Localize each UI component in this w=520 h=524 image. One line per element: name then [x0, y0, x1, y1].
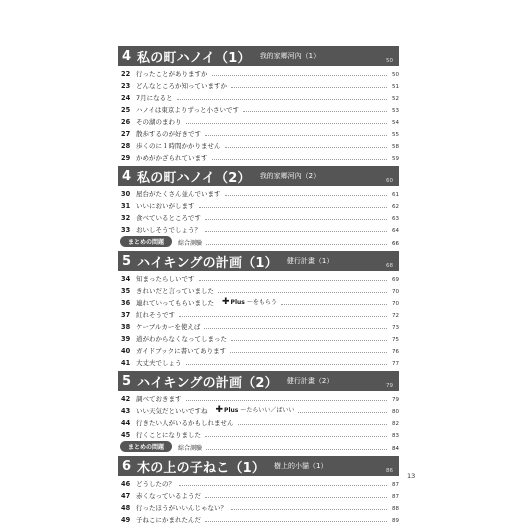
lesson-row[interactable] — [118, 66, 399, 78]
review-page: 66 — [392, 241, 399, 247]
lesson-number: 28 — [121, 142, 131, 150]
lesson-title: かめがかざられています — [136, 154, 208, 162]
lesson-title: 調べておきます — [136, 395, 182, 403]
dot-leader — [206, 244, 387, 245]
lesson-page: 53 — [392, 108, 399, 114]
lesson-number: 48 — [121, 504, 131, 512]
lesson-row[interactable] — [118, 90, 399, 102]
lesson-row[interactable] — [118, 307, 399, 319]
dot-leader — [231, 87, 387, 88]
lesson-number: 39 — [121, 335, 131, 343]
lesson-page: 58 — [392, 144, 399, 150]
lesson-number: 46 — [121, 480, 131, 488]
lesson-title: きれいだと言っていました — [136, 287, 214, 295]
lesson-page: 52 — [392, 96, 399, 102]
lesson-row[interactable] — [118, 427, 399, 439]
lesson-row[interactable] — [118, 283, 399, 295]
lesson-title: 歩くのに１時間かかりません — [136, 142, 221, 150]
lesson-number: 30 — [121, 190, 131, 198]
lesson-page: 50 — [392, 72, 399, 78]
lesson-page: 70 — [392, 289, 399, 295]
dot-leader — [212, 159, 388, 160]
unit-number: 4 — [122, 48, 132, 64]
lesson-number: 44 — [121, 419, 131, 427]
unit-page: 50 — [386, 58, 393, 64]
lesson-title: 行ったほうがいいんじゃない？ — [136, 504, 227, 512]
dot-leader — [218, 292, 387, 293]
lesson-row[interactable] — [118, 150, 399, 162]
dot-leader — [186, 123, 388, 124]
dot-leader — [179, 485, 387, 486]
lesson-title: 紅れそうです — [136, 311, 175, 319]
page-number: 13 — [407, 472, 416, 480]
unit-page: 79 — [386, 383, 393, 389]
lesson-page: 83 — [392, 433, 399, 439]
lesson-number: 47 — [121, 492, 131, 500]
lesson-number: 38 — [121, 323, 131, 331]
lesson-page: 61 — [392, 192, 399, 198]
lesson-title: おいしそうでしょう？ — [136, 226, 201, 234]
unit-page: 86 — [386, 468, 393, 474]
unit-header[interactable] — [118, 166, 399, 186]
lesson-page: 76 — [392, 349, 399, 355]
unit-page: 60 — [386, 178, 393, 184]
lesson-row[interactable] — [118, 415, 399, 427]
dot-leader — [281, 304, 387, 305]
plus-label: Plus — [230, 299, 245, 306]
lesson-row[interactable] — [118, 295, 399, 307]
lesson-title: 連れていってもらいました — [136, 299, 214, 307]
lesson-number: 45 — [121, 431, 131, 439]
unit-number: 6 — [122, 458, 132, 474]
unit-number: 5 — [122, 253, 132, 269]
dot-leader — [186, 400, 388, 401]
dot-leader — [243, 111, 387, 112]
lesson-row[interactable] — [118, 102, 399, 114]
lesson-row[interactable] — [118, 391, 399, 403]
lesson-row[interactable] — [118, 319, 399, 331]
lesson-title: ケーブルカーを使えば — [136, 323, 201, 331]
lesson-number: 35 — [121, 287, 131, 295]
dot-leader — [177, 99, 387, 100]
dot-leader — [225, 195, 388, 196]
lesson-number: 49 — [121, 516, 131, 524]
lesson-number: 37 — [121, 311, 131, 319]
lesson-row[interactable] — [118, 78, 399, 90]
dot-leader — [206, 449, 387, 450]
dot-leader — [205, 219, 387, 220]
lesson-row[interactable] — [118, 403, 399, 415]
lesson-number: 32 — [121, 214, 131, 222]
lesson-row[interactable] — [118, 198, 399, 210]
lesson-page: 80 — [392, 409, 399, 415]
unit-title: ハイキングの計画（1） — [137, 255, 278, 271]
lesson-page: 77 — [392, 361, 399, 367]
lesson-title: 知まったらしいです — [136, 275, 195, 283]
dot-leader — [199, 280, 388, 281]
plus-text: 〜をもらう — [246, 299, 277, 306]
unit-title: 私の町ハノイ（2） — [137, 170, 251, 186]
lesson-row[interactable] — [118, 222, 399, 234]
plus-icon: ✚ — [215, 405, 224, 415]
lesson-number: 23 — [121, 82, 131, 90]
lesson-title: 赤くなっているようだ — [136, 492, 201, 500]
lesson-title: 子ねこにかまれたんだ — [136, 516, 201, 524]
lesson-page: 87 — [392, 494, 399, 500]
lesson-page: 62 — [392, 204, 399, 210]
unit-title: 私の町ハノイ（1） — [137, 50, 251, 66]
unit-title: 木の上の子ねこ（1） — [137, 460, 266, 476]
lesson-title: 食べているところです — [136, 214, 201, 222]
lesson-row[interactable] — [118, 186, 399, 198]
unit-subtitle: 健行計畫（1） — [286, 257, 334, 265]
lesson-page: 89 — [392, 518, 399, 524]
lesson-row[interactable] — [118, 138, 399, 150]
lesson-number: 27 — [121, 130, 131, 138]
dot-leader — [205, 135, 387, 136]
lesson-title: いいにおいがします — [136, 202, 195, 210]
unit-number: 5 — [122, 373, 132, 389]
lesson-row[interactable] — [118, 500, 399, 512]
dot-leader — [231, 340, 387, 341]
lesson-number: 42 — [121, 395, 131, 403]
dot-leader — [199, 207, 388, 208]
dot-leader — [230, 352, 387, 353]
plus-note — [216, 405, 295, 415]
lesson-row[interactable] — [118, 126, 399, 138]
plus-note — [222, 297, 277, 307]
unit-subtitle: 健行計畫（2） — [286, 377, 334, 385]
lesson-page: 51 — [392, 84, 399, 90]
lesson-number: 43 — [121, 407, 131, 415]
dot-leader — [231, 509, 387, 510]
lesson-row[interactable] — [118, 476, 399, 488]
lesson-title: 行くことになりました — [136, 431, 201, 439]
lesson-page: 54 — [392, 120, 399, 126]
lesson-page: 69 — [392, 277, 399, 283]
lesson-number: 34 — [121, 275, 131, 283]
dot-leader — [212, 75, 388, 76]
lesson-number: 40 — [121, 347, 131, 355]
table-of-contents — [118, 42, 399, 524]
review-badge: まとめの問題 — [120, 441, 172, 452]
lesson-row[interactable] — [118, 488, 399, 500]
unit-page: 68 — [386, 263, 393, 269]
lesson-title: 7月になると — [136, 94, 173, 102]
dot-leader — [204, 328, 387, 329]
lesson-title: どんなところか知っていますか — [136, 82, 227, 90]
lesson-title: どうしたの？ — [136, 480, 175, 488]
lesson-page: 82 — [392, 421, 399, 427]
lesson-number: 41 — [121, 359, 131, 367]
lesson-title: 行ったことがありますか — [136, 70, 208, 78]
lesson-row[interactable] — [118, 512, 399, 524]
lesson-title: 行きたい人がいるかもしれません — [136, 419, 234, 427]
lesson-page: 64 — [392, 228, 399, 234]
plus-label: Plus — [224, 407, 239, 414]
lesson-number: 25 — [121, 106, 131, 114]
lesson-number: 29 — [121, 154, 131, 162]
dot-leader — [205, 231, 387, 232]
review-badge: まとめの問題 — [120, 236, 172, 247]
lesson-page: 55 — [392, 132, 399, 138]
lesson-row[interactable] — [118, 210, 399, 222]
dot-leader — [225, 147, 388, 148]
lesson-number: 36 — [121, 299, 131, 307]
lesson-page: 79 — [392, 397, 399, 403]
lesson-title: 散歩するのが好きです — [136, 130, 201, 138]
plus-icon: ✚ — [222, 297, 230, 307]
review-row[interactable] — [118, 440, 399, 452]
plus-text: 〜たらいい／ばいい — [240, 407, 295, 414]
dot-leader — [205, 521, 387, 522]
review-row[interactable] — [118, 235, 399, 247]
lesson-page: 88 — [392, 506, 399, 512]
unit-header[interactable] — [118, 251, 399, 271]
lesson-title: いい天気だといいですね — [136, 407, 208, 415]
lesson-page: 75 — [392, 337, 399, 343]
unit-number: 4 — [122, 168, 132, 184]
lesson-number: 22 — [121, 70, 131, 78]
dot-leader — [205, 436, 387, 437]
lesson-page: 87 — [392, 482, 399, 488]
lesson-page: 63 — [392, 216, 399, 222]
dot-leader — [205, 497, 387, 498]
unit-title: ハイキングの計画（2） — [137, 375, 278, 391]
lesson-title: その湖のまわり — [136, 118, 182, 126]
dot-leader — [186, 364, 388, 365]
lesson-row[interactable] — [118, 355, 399, 367]
lesson-number: 24 — [121, 94, 131, 102]
lesson-number: 33 — [121, 226, 131, 234]
lesson-row[interactable] — [118, 271, 399, 283]
lesson-row[interactable] — [118, 343, 399, 355]
lesson-title: ハノイは東京よりずっと小さいです — [136, 106, 240, 114]
review-page: 84 — [392, 446, 399, 452]
dot-leader — [179, 316, 387, 317]
lesson-page: 70 — [392, 301, 399, 307]
lesson-page: 73 — [392, 325, 399, 331]
lesson-title: ガイドブックに書いてあります — [136, 347, 227, 355]
lesson-number: 26 — [121, 118, 131, 126]
dot-leader — [298, 412, 387, 413]
unit-subtitle: 樹上的小貓（1） — [274, 462, 328, 470]
lesson-row[interactable] — [118, 331, 399, 343]
lesson-title: 屋台がたくさん並んでいます — [136, 190, 221, 198]
dot-leader — [238, 424, 388, 425]
lesson-title: 大丈夫でしょう — [136, 359, 182, 367]
unit-header[interactable] — [118, 46, 399, 66]
unit-header[interactable] — [118, 456, 399, 476]
lesson-title: 道がわからなくなってしまった — [136, 335, 227, 343]
lesson-page: 72 — [392, 313, 399, 319]
unit-subtitle: 我的家鄉河內（1） — [259, 52, 321, 60]
lesson-row[interactable] — [118, 114, 399, 126]
unit-header[interactable] — [118, 371, 399, 391]
review-subtitle: 綜合測驗 — [178, 445, 203, 452]
lesson-number: 31 — [121, 202, 131, 210]
review-subtitle: 綜合測驗 — [178, 240, 203, 247]
lesson-page: 59 — [392, 156, 399, 162]
unit-subtitle: 我的家鄉河內（2） — [259, 172, 321, 180]
